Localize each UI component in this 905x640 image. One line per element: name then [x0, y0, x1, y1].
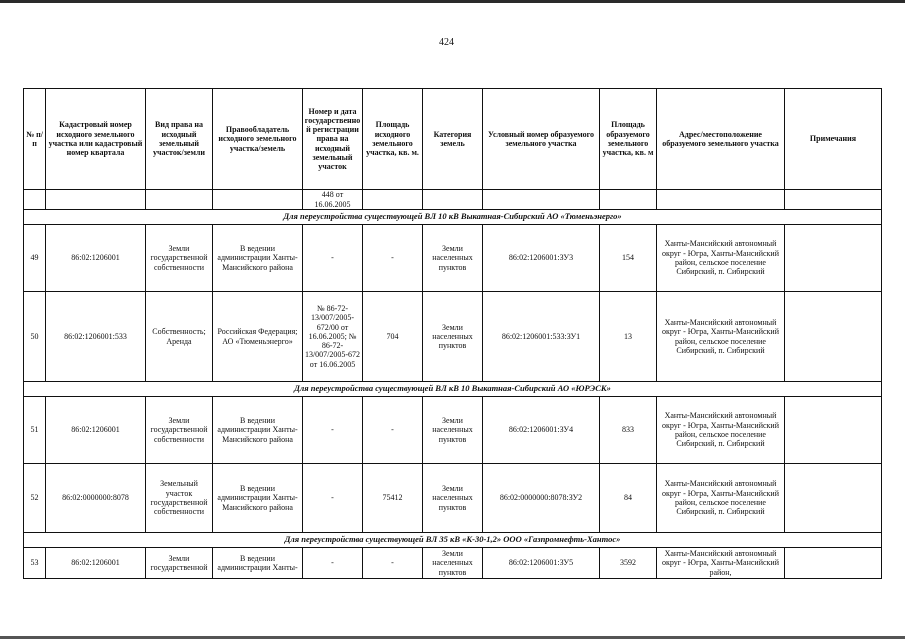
table-cell: Земли населенных пунктов: [423, 225, 483, 292]
table-cell: [785, 190, 882, 210]
table-cell: -: [363, 225, 423, 292]
table-cell: [363, 190, 423, 210]
table-cell: 86:02:0000000:8078: [46, 464, 146, 533]
table-row: [24, 397, 882, 464]
section-row: [24, 382, 882, 397]
table-cell: [785, 292, 882, 382]
table-cell: [785, 548, 882, 579]
header-cell: Площадь исходного земельного участка, кв. м.: [363, 89, 423, 190]
header-cell: Кадастровый номер исходного земельного участка или кадастровый номер квартала: [46, 89, 146, 190]
header-row: [24, 89, 882, 190]
table-cell: -: [303, 397, 363, 464]
table-cell: 53: [24, 548, 46, 579]
table-cell: Российская Федерация; АО «Тюменьэнерго»: [213, 292, 303, 382]
table-cell: [423, 190, 483, 210]
section-title: Для переустройства существующей ВЛ 10 кВ Выкатная-Сибирский АО «Тюменьэнерго»: [24, 210, 882, 225]
section-title: Для переустройства существующей ВЛ кВ 10 Выкатная-Сибирский АО «ЮРЭСК»: [24, 382, 882, 397]
table-cell: Ханты-Мансийский автономный округ - Югра, Ханты-Мансийский район,: [657, 548, 785, 579]
table-cell: 13: [600, 292, 657, 382]
table-cell: Земли населенных пунктов: [423, 464, 483, 533]
land-plots-table: [23, 88, 882, 579]
table-cell: -: [303, 464, 363, 533]
table-cell: 86:02:1206001: [46, 225, 146, 292]
header-cell: Категория земель: [423, 89, 483, 190]
table-cell: [46, 190, 146, 210]
header-cell: Условный номер образуемого земельного участка: [483, 89, 600, 190]
section-title: Для переустройства существующей ВЛ 35 кВ «К-30-1,2» ООО «Газпромнефть-Хантос»: [24, 533, 882, 548]
table-cell: Земли населенных пунктов: [423, 548, 483, 579]
table-cell: 3592: [600, 548, 657, 579]
table-cell: 704: [363, 292, 423, 382]
table-cell: [785, 225, 882, 292]
table-cell: 49: [24, 225, 46, 292]
table-cell: [785, 397, 882, 464]
table-cell: 51: [24, 397, 46, 464]
table-cell: Земли населенных пунктов: [423, 397, 483, 464]
top-border-line: [0, 0, 905, 3]
table-cell: 833: [600, 397, 657, 464]
table-cell: Ханты-Мансийский автономный округ - Югра, Ханты-Мансийский район, сельское поселение Сибирский, п. Сибирский: [657, 292, 785, 382]
table-cell: 154: [600, 225, 657, 292]
table-row: [24, 190, 882, 210]
table-cell: [600, 190, 657, 210]
header-cell: Площадь образуемого земельного участка, кв. м: [600, 89, 657, 190]
table-cell: Ханты-Мансийский автономный округ - Югра, Ханты-Мансийский район, сельское поселение Сибирский, п. Сибирский: [657, 225, 785, 292]
header-cell: № п/п: [24, 89, 46, 190]
table-cell: 52: [24, 464, 46, 533]
table-cell: Собственность; Аренда: [146, 292, 213, 382]
table-cell: Земли государственной: [146, 548, 213, 579]
table-cell: 86:02:1206001:ЗУ4: [483, 397, 600, 464]
table-cell: [483, 190, 600, 210]
table-row: [24, 292, 882, 382]
table-cell: В ведении администрации Ханты-: [213, 548, 303, 579]
table-cell: 448 от 16.06.2005: [303, 190, 363, 210]
table-cell: 86:02:1206001:ЗУ5: [483, 548, 600, 579]
header-cell: Вид права на исходный земельный участок/земли: [146, 89, 213, 190]
table-cell: 86:02:1206001: [46, 397, 146, 464]
table-cell: [657, 190, 785, 210]
section-row: [24, 210, 882, 225]
table-cell: В ведении администрации Ханты-Мансийского района: [213, 397, 303, 464]
page-number: 424: [439, 37, 454, 48]
table-cell: -: [363, 397, 423, 464]
header-cell: Адрес/местоположение образуемого земельного участка: [657, 89, 785, 190]
header-cell: Номер и дата государственной регистрации права на исходный земельный участок: [303, 89, 363, 190]
header-cell: Примечания: [785, 89, 882, 190]
table-cell: 50: [24, 292, 46, 382]
table-cell: 75412: [363, 464, 423, 533]
table-cell: 86:02:1206001:ЗУ3: [483, 225, 600, 292]
table-row: [24, 464, 882, 533]
table-cell: [24, 190, 46, 210]
table-cell: -: [303, 548, 363, 579]
table-cell: Ханты-Мансийский автономный округ - Югра, Ханты-Мансийский район, сельское поселение Сибирский, п. Сибирский: [657, 397, 785, 464]
table-cell: Ханты-Мансийский автономный округ - Югра, Ханты-Мансийский район, сельское поселение Сибирский, п. Сибирский: [657, 464, 785, 533]
table-cell: 86:02:1206001:533:ЗУ1: [483, 292, 600, 382]
table-row: [24, 548, 882, 579]
table-cell: 86:02:1206001: [46, 548, 146, 579]
table-cell: 86:02:0000000:8078:ЗУ2: [483, 464, 600, 533]
table-cell: № 86-72-13/007/2005-672/00 от 16.06.2005; № 86-72-13/007/2005-672 от 16.06.2005: [303, 292, 363, 382]
table-cell: В ведении администрации Ханты-Мансийского района: [213, 225, 303, 292]
header-cell: Правообладатель исходного земельного участка/земель: [213, 89, 303, 190]
table-cell: Земли государственной собственности: [146, 397, 213, 464]
bottom-border-line: [0, 636, 905, 639]
table-cell: 86:02:1206001:533: [46, 292, 146, 382]
table-cell: -: [363, 548, 423, 579]
table-cell: Земли государственной собственности: [146, 225, 213, 292]
table-cell: В ведении администрации Ханты-Мансийского района: [213, 464, 303, 533]
section-row: [24, 533, 882, 548]
table-cell: -: [303, 225, 363, 292]
table-row: [24, 225, 882, 292]
table-cell: [785, 464, 882, 533]
table-cell: 84: [600, 464, 657, 533]
table-cell: [213, 190, 303, 210]
table-cell: Земельный участок государственной собственности: [146, 464, 213, 533]
table-cell: Земли населенных пунктов: [423, 292, 483, 382]
table-cell: [146, 190, 213, 210]
